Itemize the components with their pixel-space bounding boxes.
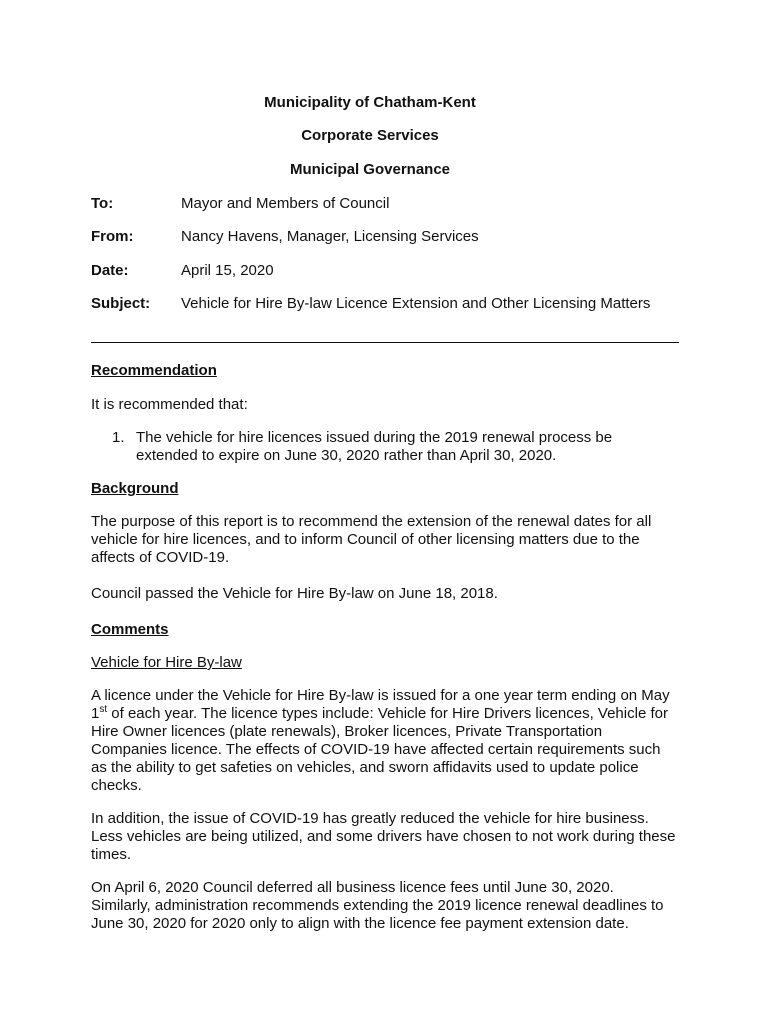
recommendation-intro: It is recommended that: — [91, 396, 248, 413]
header-divider — [91, 342, 679, 343]
comments-paragraph-line: A licence under the Vehicle for Hire By-law is issued for a one year term ending on May — [91, 687, 670, 704]
header-organization: Municipality of Chatham-Kent — [264, 94, 476, 111]
memo-subject-value: Vehicle for Hire By-law Licence Extension and Other Licensing Matters — [181, 295, 651, 312]
memo-from-label: From: — [91, 228, 134, 245]
recommendation-item-number: 1. — [112, 429, 125, 446]
memo-to-value: Mayor and Members of Council — [181, 195, 390, 212]
comments-paragraph-line: Hire Owner licences (plate renewals), Broker licences, Private Transportation — [91, 723, 603, 740]
memo-from-value: Nancy Havens, Manager, Licensing Services — [181, 228, 479, 245]
memo-subject-label: Subject: — [91, 295, 151, 312]
ordinal-suffix: st — [99, 704, 108, 715]
comments-paragraph-line: Similarly, administration recommends extending the 2019 licence renewal deadlines to — [91, 897, 664, 914]
background-paragraph-line: affects of COVID-19. — [91, 549, 230, 566]
recommendation-heading: Recommendation — [91, 362, 217, 379]
memo-date-label: Date: — [91, 262, 129, 279]
comments-subheading: Vehicle for Hire By-law — [91, 654, 242, 671]
header-department: Corporate Services — [301, 127, 439, 144]
comments-paragraph-line — [91, 705, 691, 723]
recommendation-item-line: extended to expire on June 30, 2020 rather than April 30, 2020. — [136, 447, 557, 464]
recommendation-item-line: The vehicle for hire licences issued during the 2019 renewal process be — [136, 429, 613, 446]
ordinal-number: 1 — [91, 705, 100, 722]
comments-paragraph-line: In addition, the issue of COVID-19 has greatly reduced the vehicle for hire business. — [91, 810, 649, 827]
background-heading: Background — [91, 480, 179, 497]
line-continuation: of each year. The licence types include: Vehicle for Hire Drivers licences, Vehicle for — [107, 705, 668, 722]
comments-paragraph-line: as the ability to get safeties on vehicles, and sworn affidavits used to update police — [91, 759, 639, 776]
comments-heading: Comments — [91, 621, 169, 638]
background-paragraph-2: Council passed the Vehicle for Hire By-law on June 18, 2018. — [91, 585, 498, 602]
memo-date-value: April 15, 2020 — [181, 262, 274, 279]
comments-paragraph-line: Less vehicles are being utilized, and some drivers have chosen to not work during these — [91, 828, 676, 845]
background-paragraph-line: vehicle for hire licences, and to inform Council of other licensing matters due to the — [91, 531, 640, 548]
comments-paragraph-line: Companies licence. The effects of COVID-19 have affected certain requirements such — [91, 741, 661, 758]
comments-paragraph-line: times. — [91, 846, 132, 863]
comments-paragraph-line: checks. — [91, 777, 142, 794]
comments-paragraph-line: On April 6, 2020 Council deferred all business licence fees until June 30, 2020. — [91, 879, 614, 896]
comments-paragraph-line: June 30, 2020 for 2020 only to align with the licence fee payment extension date. — [91, 915, 629, 932]
header-division: Municipal Governance — [289, 161, 451, 178]
memo-to-label: To: — [91, 195, 114, 212]
background-paragraph-line: The purpose of this report is to recommend the extension of the renewal dates for all — [91, 513, 652, 530]
